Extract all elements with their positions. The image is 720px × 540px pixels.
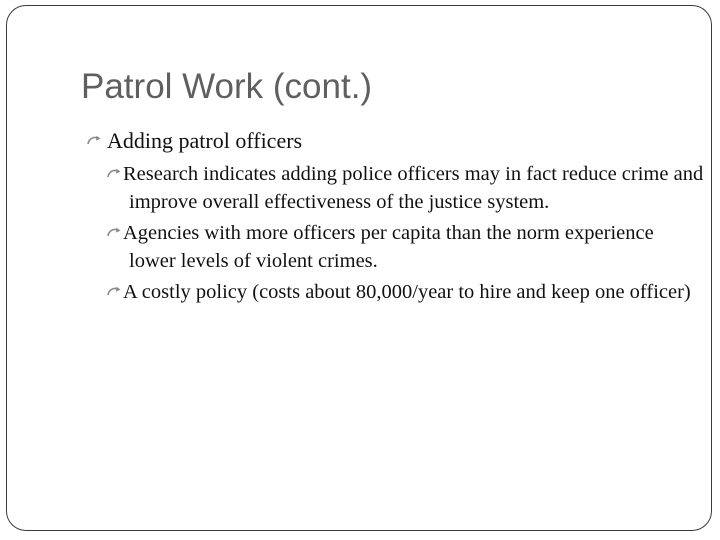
curved-arrow-bullet-icon (107, 168, 122, 178)
sub-bullet-agencies (85, 219, 705, 275)
sub-bullet-text: Agencies with more officers per capita than the norm experience lower levels of violent crimes. (123, 222, 654, 272)
slide-title: Patrol Work (cont.) (81, 67, 373, 106)
sub-bullet-costly-policy (85, 278, 705, 306)
slide (6, 5, 712, 531)
sub-bullet-research (85, 160, 705, 216)
slide-content (85, 126, 705, 309)
curved-arrow-bullet-icon (87, 135, 102, 145)
curved-arrow-bullet-icon (107, 286, 122, 296)
sub-bullet-text: A costly policy (costs about 80,000/year to hire and keep one officer) (123, 281, 691, 303)
curved-arrow-bullet-icon (107, 227, 122, 237)
bullet-item-adding-patrol-officers (85, 126, 705, 156)
sub-bullet-text: Research indicates adding police officers may in fact reduce crime and improve overall effectiveness of the justice system. (123, 163, 704, 213)
bullet-text: Adding patrol officers (107, 128, 303, 153)
